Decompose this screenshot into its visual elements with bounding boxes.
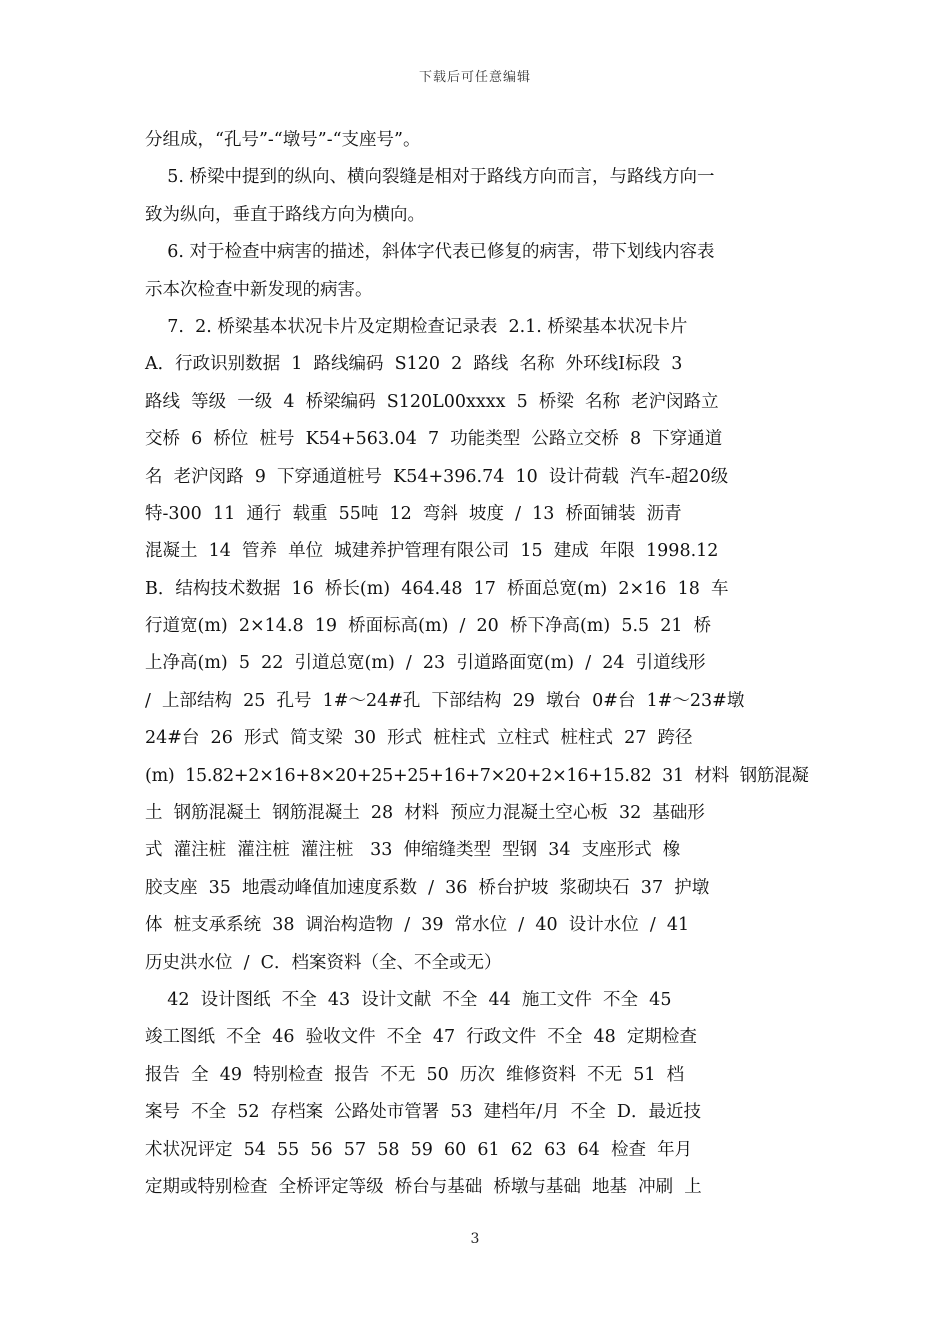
- text-line: 42 设计图纸 不全 43 设计文献 不全 44 施工文件 不全 45: [145, 989, 672, 1010]
- text-line: 定期或特别检查 全桥评定等级 桥台与基础 桥墩与基础 地基 冲刷 上: [145, 1176, 702, 1197]
- text-line: 名 老沪闵路 9 下穿通道桩号 K54+396.74 10 设计荷载 汽车-超20级: [145, 466, 729, 487]
- text-line: 土 钢筋混凝土 钢筋混凝土 28 材料 预应力混凝土空心板 32 基础形: [145, 803, 705, 824]
- text-line: 历史洪水位 / C．档案资料（全、不全或无）: [145, 952, 502, 973]
- text-line: 路线 等级 一级 4 桥梁编码 S120L00xxxx 5 桥梁 名称 老沪闵路立: [145, 391, 719, 412]
- text-line: 术状况评定 54 55 56 57 58 59 60 61 62 63 64 检查 年月: [145, 1139, 693, 1160]
- text-line: 式 灌注桩 灌注桩 灌注桩 33 伸缩缝类型 型钢 34 支座形式 橡: [145, 840, 681, 861]
- text-line: 6. 对于检查中病害的描述，斜体字代表已修复的病害，带下划线内容表: [145, 242, 715, 263]
- text-line: 案号 不全 52 存档案 公路处市管署 53 建档年/月 不全 D．最近技: [145, 1102, 701, 1123]
- text-line: (m) 15.82+2×16+8×20+25+25+16+7×20+2×16+15.82 31 材料 钢筋混凝: [145, 765, 809, 786]
- text-line: 分组成，“孔号”-“墩号”-“支座号”。: [145, 130, 421, 150]
- text-line: 示本次检查中新发现的病害。: [145, 279, 373, 300]
- text-line: 胶支座 35 地震动峰值加速度系数 / 36 桥台护坡 浆砌块石 37 护墩: [145, 877, 710, 898]
- text-line: 行道宽(m) 2×14.8 19 桥面标高(m) / 20 桥下净高(m) 5.5 21 桥: [145, 616, 712, 637]
- text-line: 上净高(m) 5 22 引道总宽(m) / 23 引道路面宽(m) / 24 引道线形: [145, 653, 706, 674]
- text-line: 致为纵向，垂直于路线方向为横向。: [145, 204, 425, 225]
- text-line: 竣工图纸 不全 46 验收文件 不全 47 行政文件 不全 48 定期检查: [145, 1027, 697, 1048]
- text-line: A．行政识别数据 1 路线编码 S120 2 路线 名称 外环线Ⅰ标段 3: [145, 354, 683, 375]
- text-line: 5. 桥梁中提到的纵向、横向裂缝是相对于路线方向而言，与路线方向一: [145, 167, 715, 188]
- text-line: 混凝土 14 管养 单位 城建养护管理有限公司 15 建成 年限 1998.12: [145, 541, 719, 562]
- text-line: / 上部结构 25 孔号 1#～24#孔 下部结构 29 墩台 0#台 1#～23#墩: [145, 690, 745, 711]
- text-line: 体 桩支承系统 38 调治构造物 / 39 常水位 / 40 设计水位 / 41: [145, 915, 690, 936]
- text-line: 24#台 26 形式 简支梁 30 形式 桩柱式 立柱式 桩柱式 27 跨径: [145, 728, 693, 749]
- page-header: 下载后可任意编辑: [418, 70, 531, 85]
- text-line: 报告 全 49 特别检查 报告 不无 50 历次 维修资料 不无 51 档: [145, 1064, 685, 1085]
- text-line: 交桥 6 桥位 桩号 K54+563.04 7 功能类型 公路立交桥 8 下穿通道: [145, 429, 723, 450]
- page-number: 3: [470, 1231, 480, 1247]
- text-line: 特-300 11 通行 载重 55吨 12 弯斜 坡度 / 13 桥面铺装 沥青: [145, 503, 682, 524]
- text-line: 7. 2. 桥梁基本状况卡片及定期检查记录表 2.1. 桥梁基本状况卡片: [145, 316, 688, 337]
- text-line: B．结构技术数据 16 桥长(m) 464.48 17 桥面总宽(m) 2×16 18 车: [145, 578, 729, 599]
- document-body: [145, 122, 809, 1206]
